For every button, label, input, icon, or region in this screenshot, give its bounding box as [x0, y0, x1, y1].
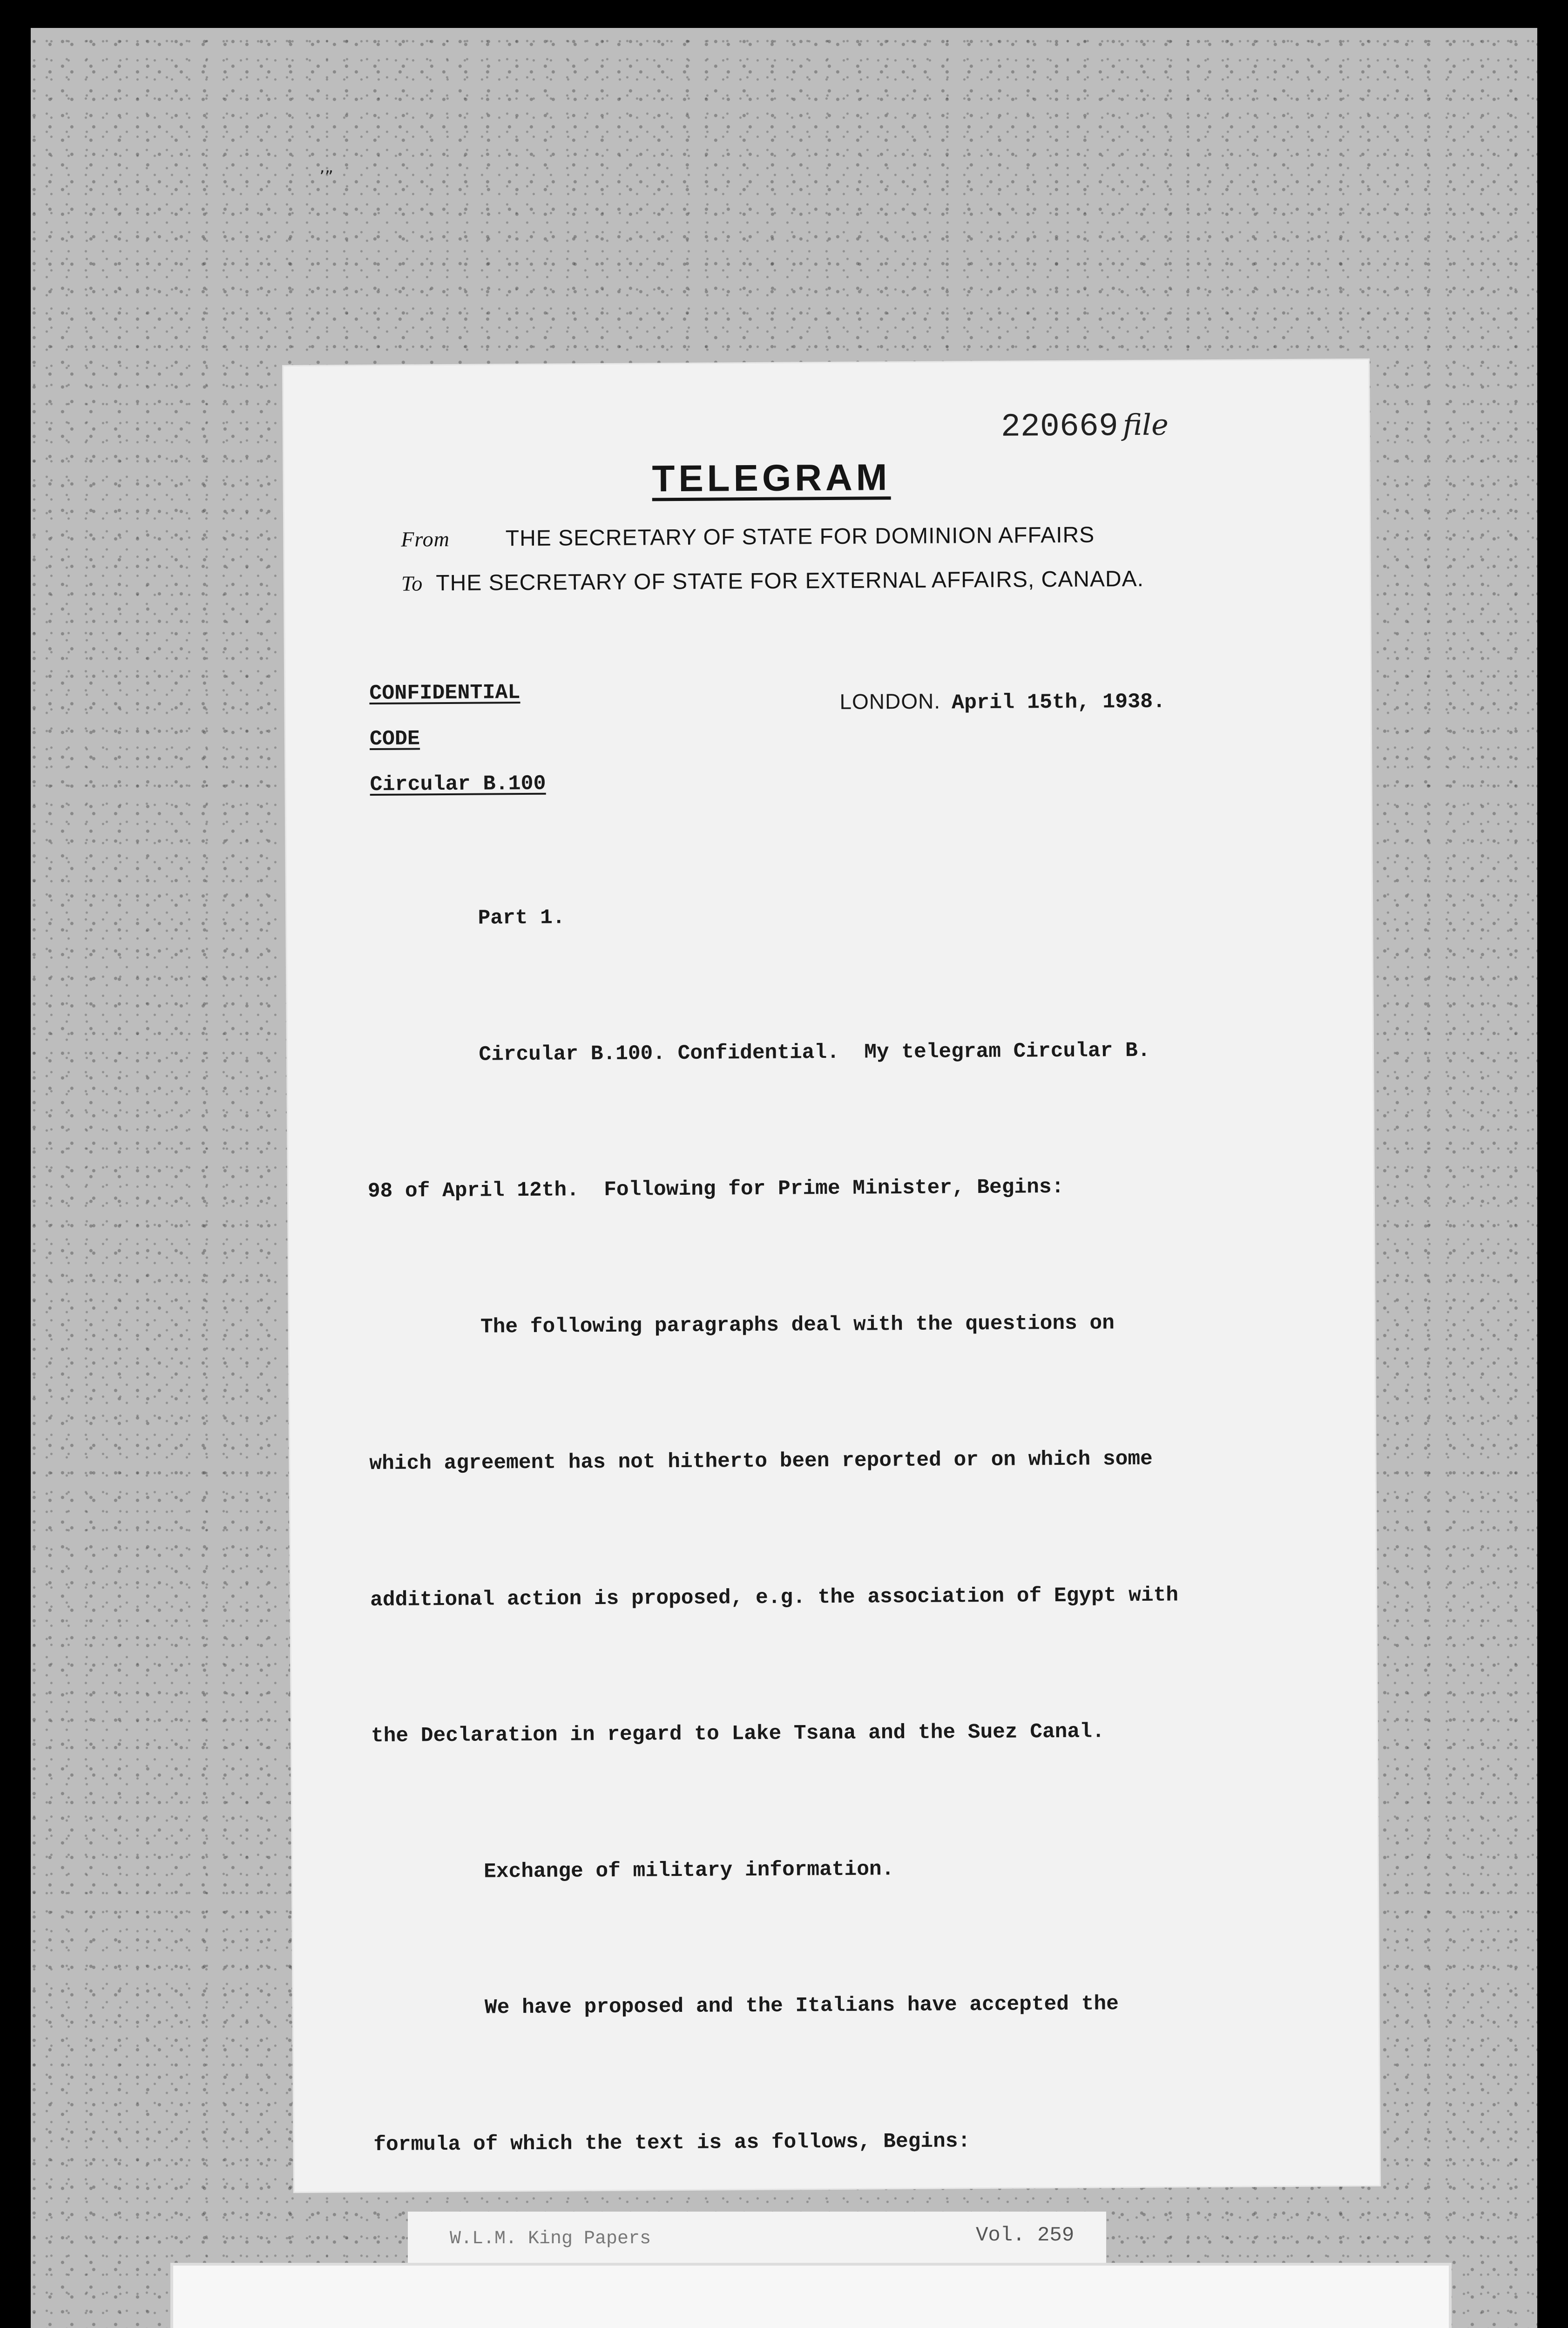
body-line: Circular B.100. Confidential. My telegram Circular B. [366, 1039, 1150, 1067]
body-line: formula of which the text is as follows, Begins: [373, 2129, 971, 2157]
body-line: The following paragraphs deal with the questions on [368, 1311, 1115, 1340]
telegram-page [284, 360, 1379, 2192]
body-line: Exchange of military information. [372, 1857, 894, 1884]
transmission-mode: CODE [369, 727, 420, 751]
document-number [1001, 408, 1169, 446]
body-line: the Declaration in regard to Lake Tsana and the Suez Canal. [371, 1720, 1105, 1748]
telegram-body [365, 800, 1389, 2328]
volume-number: Vol. 259 [976, 2224, 1075, 2247]
collection-name: W.L.M. King Papers [450, 2228, 651, 2249]
header-block [369, 670, 546, 808]
archive-card [170, 2263, 1452, 2328]
body-line: additional action is proposed, e.g. the association of Egypt with [370, 1583, 1179, 1612]
recipient-line [401, 566, 1144, 596]
recipient: THE SECRETARY OF STATE FOR EXTERNAL AFFAIRS, CANADA. [436, 566, 1144, 596]
date: April 15th, 1938. [951, 690, 1166, 715]
body-line: We have proposed and the Italians have accepted the [372, 1992, 1119, 2021]
place-date [839, 687, 1165, 716]
film-mark: ’” [319, 168, 334, 187]
body-line: 98 of April 12th. Following for Prime Minister, Begins: [367, 1175, 1064, 1204]
body-line: Part 1. [366, 906, 565, 931]
from-label: From [401, 527, 450, 551]
place: LONDON. [839, 689, 941, 714]
sender-line [401, 522, 1095, 552]
body-line: which agreement has not hitherto been reported or on which some [369, 1447, 1153, 1476]
document-number-value: 220669 [1000, 408, 1119, 446]
to-label: To [401, 571, 423, 596]
reference-label [408, 2212, 1106, 2267]
handwritten-annotation: file [1122, 407, 1169, 442]
telegram-title: TELEGRAM [652, 456, 891, 500]
sender: THE SECRETARY OF STATE FOR DOMINION AFFAIRS [505, 522, 1095, 551]
classification: CONFIDENTIAL [369, 681, 520, 706]
mount-board [31, 28, 1537, 2328]
circular-number: Circular B.100 [370, 771, 546, 797]
